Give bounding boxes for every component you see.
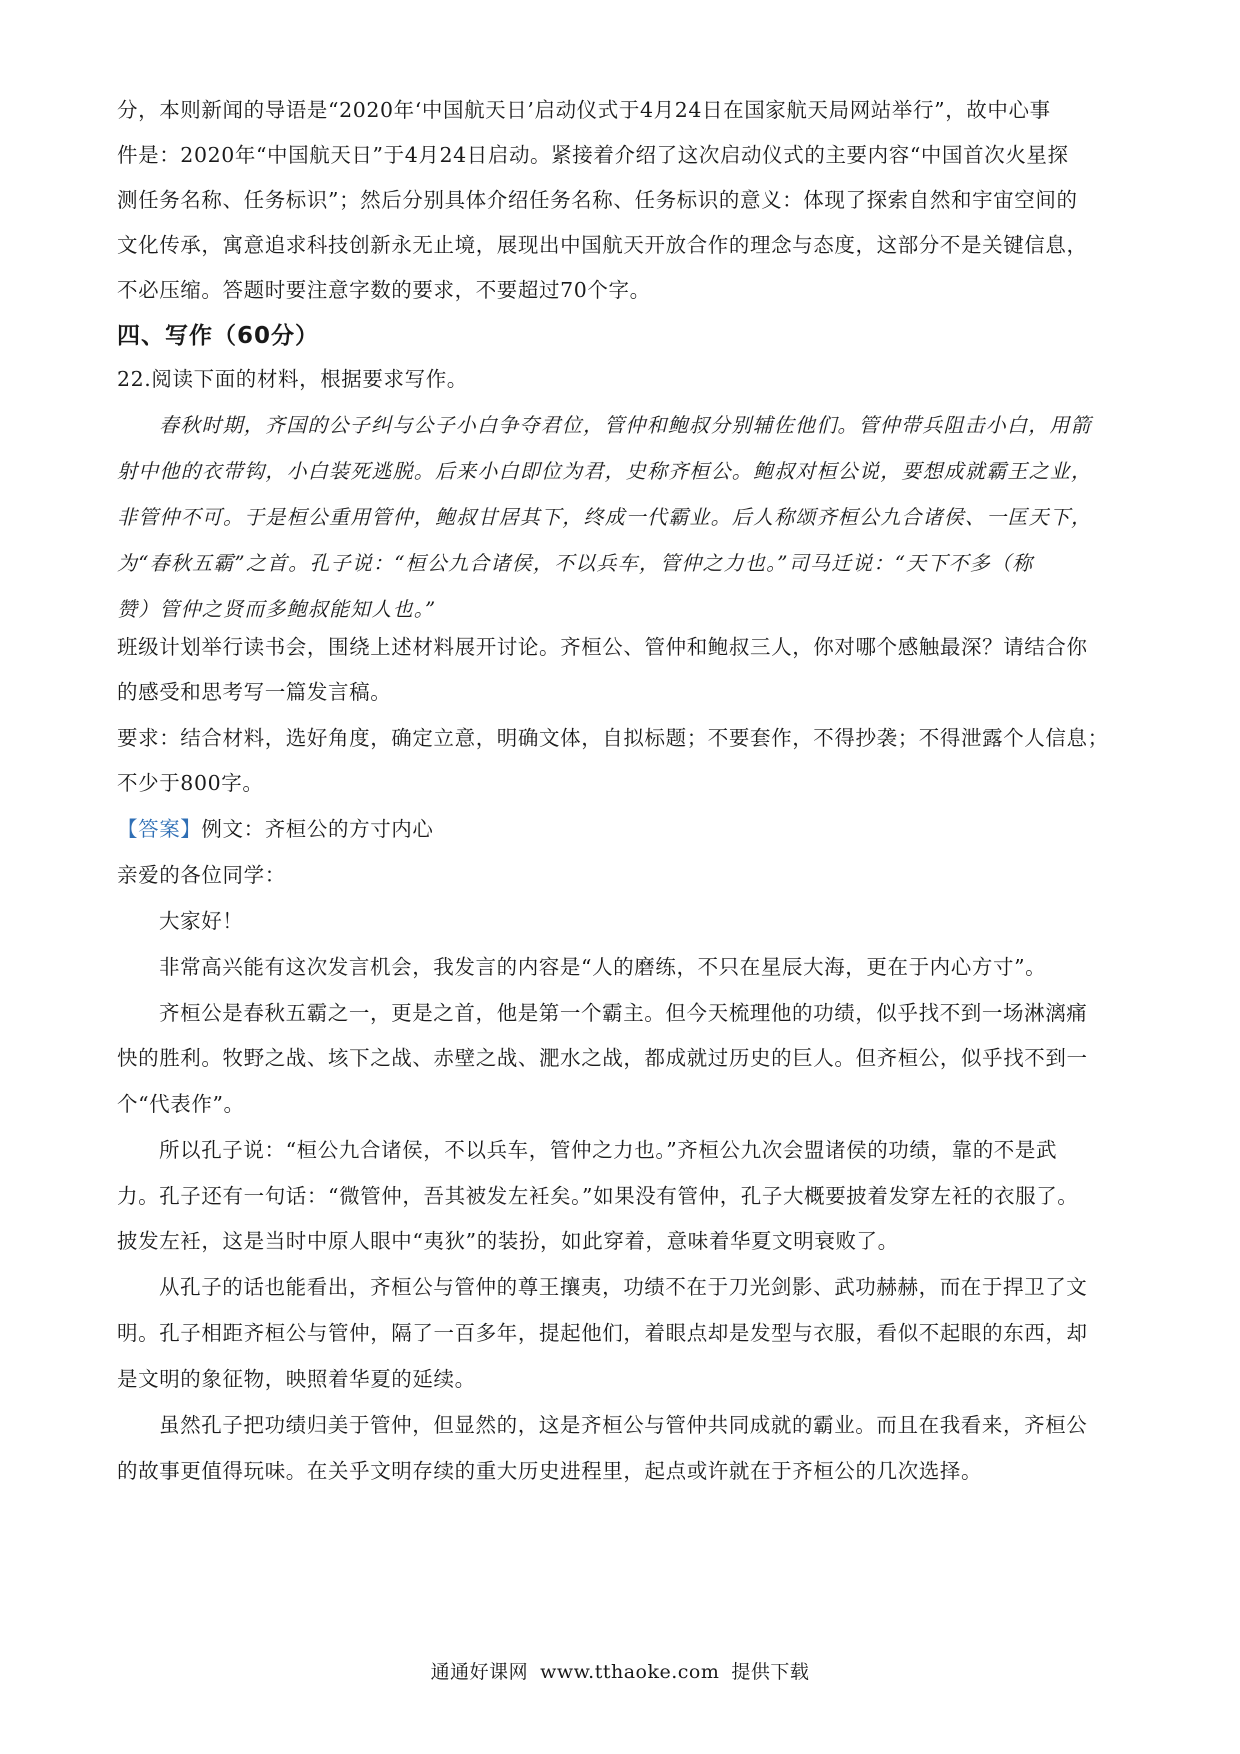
essay-line-12: 的故事更值得玩味。在关乎文明存续的重大历史进程里，起点或许就在于齐桓公的几次选择。 xyxy=(117,1459,983,1483)
essay-line-7: 披发左衽，这是当时中原人眼中“夷狄”的装扮，如此穿着，意味着华夏文明衰败了。 xyxy=(117,1229,899,1253)
intro-line-4: 文化传承，寓意追求科技创新永无止境，展现出中国航天开放合作的理念与态度，这部分不是关键信息， xyxy=(117,233,1088,257)
essay-line-6: 力。孔子还有一句话：“微管仲，吾其被发左衽矣。”如果没有管仲，孔子大概要披着发穿左衽的衣服了。 xyxy=(117,1184,1079,1208)
answer-title: 例文：齐桓公的方寸内心 xyxy=(201,817,434,841)
essay-line-11: 虽然孔子把功绩归美于管仲，但显然的，这是齐桓公与管仲共同成就的霸业。而且在我看来，齐桓公 xyxy=(159,1413,1088,1437)
material-line-2: 射中他的衣带钩，小白装死逃脱。后来小白即位为君，史称齐桓公。鲍叔对桓公说，要想成就霸王之业， xyxy=(117,459,1093,483)
answer-tag: 【答案】 xyxy=(117,817,202,841)
essay-line-2: 齐桓公是春秋五霸之一，更是之首，他是第一个霸主。但今天梳理他的功绩，似乎找不到一场淋漓痛 xyxy=(159,1001,1088,1025)
essay-line-8: 从孔子的话也能看出，齐桓公与管仲的尊王攘夷，功绩不在于刀光剑影、武功赫赫，而在于捍卫了文 xyxy=(159,1275,1088,1299)
requirement-line-2: 不少于800字。 xyxy=(117,771,264,795)
requirement-line-1: 要求：结合材料，选好角度，确定立意，明确文体，自拟标题；不要套作，不得抄袭；不得泄露个人信息； xyxy=(117,726,1109,750)
essay-line-1: 非常高兴能有这次发言机会，我发言的内容是“人的磨练，不只在星辰大海，更在于内心方寸”。 xyxy=(159,955,1047,979)
intro-line-1: 分，本则新闻的导语是“2020年‘中国航天日’启动仪式于4月24日在国家航天局网站举行”，故中心事 xyxy=(117,98,1051,122)
salutation: 亲爱的各位同学： xyxy=(117,863,286,887)
intro-line-3: 测任务名称、任务标识”；然后分别具体介绍任务名称、任务标识的意义：体现了探索自然和宇宙空间的 xyxy=(117,188,1078,212)
material-line-5: 赞）管仲之贤而多鲍叔能知人也。” xyxy=(117,597,437,621)
essay-line-10: 是文明的象征物，映照着华夏的延续。 xyxy=(117,1367,476,1391)
footer-note: 提供下载 xyxy=(731,1661,810,1683)
task-line-1: 班级计划举行读书会，围绕上述材料展开讨论。齐桓公、管仲和鲍叔三人，你对哪个感触最深？请结合你 xyxy=(117,635,1088,659)
essay-line-3: 快的胜利。牧野之战、垓下之战、赤壁之战、淝水之战，都成就过历史的巨人。但齐桓公，似乎找不到一 xyxy=(117,1046,1088,1070)
answer-header xyxy=(117,814,434,844)
essay-line-5: 所以孔子说：“桓公九合诸侯，不以兵车，管仲之力也。”齐桓公九次会盟诸侯的功绩，靠的不是武 xyxy=(159,1138,1058,1162)
task-line-2: 的感受和思考写一篇发言稿。 xyxy=(117,680,392,704)
intro-line-2: 件是：2020年“中国航天日”于4月24日启动。紧接着介绍了这次启动仪式的主要内容“中国首次火星探 xyxy=(117,143,1069,167)
footer-url[interactable]: www.tthaoke.com xyxy=(540,1661,720,1683)
section-heading: 四、写作（60分） xyxy=(117,323,320,349)
material-line-3: 非管仲不可。于是桓公重用管仲，鲍叔甘居其下，终成一代霸业。后人称颂齐桓公九合诸侯、一匡天下， xyxy=(117,505,1093,529)
footer-site-name: 通通好课网 xyxy=(430,1661,529,1683)
essay-line-9: 明。孔子相距齐桓公与管仲，隔了一百多年，提起他们，着眼点却是发型与衣服，看似不起眼的东西，却 xyxy=(117,1321,1088,1345)
intro-line-5: 不必压缩。答题时要注意字数的要求，不要超过70个字。 xyxy=(117,278,651,302)
essay-line-4: 个“代表作”。 xyxy=(117,1092,245,1116)
greeting: 大家好！ xyxy=(159,909,244,933)
question-prompt: 22.阅读下面的材料，根据要求写作。 xyxy=(117,367,468,391)
page-footer xyxy=(0,1657,1240,1684)
material-line-1: 春秋时期，齐国的公子纠与公子小白争夺君位，管仲和鲍叔分别辅佐他们。管仲带兵阻击小白，用箭 xyxy=(159,413,1092,437)
material-line-4: 为“春秋五霸”之首。孔子说：“桓公九合诸侯，不以兵车，管仲之力也。”司马迁说：“天下不多（称 xyxy=(117,551,1034,575)
